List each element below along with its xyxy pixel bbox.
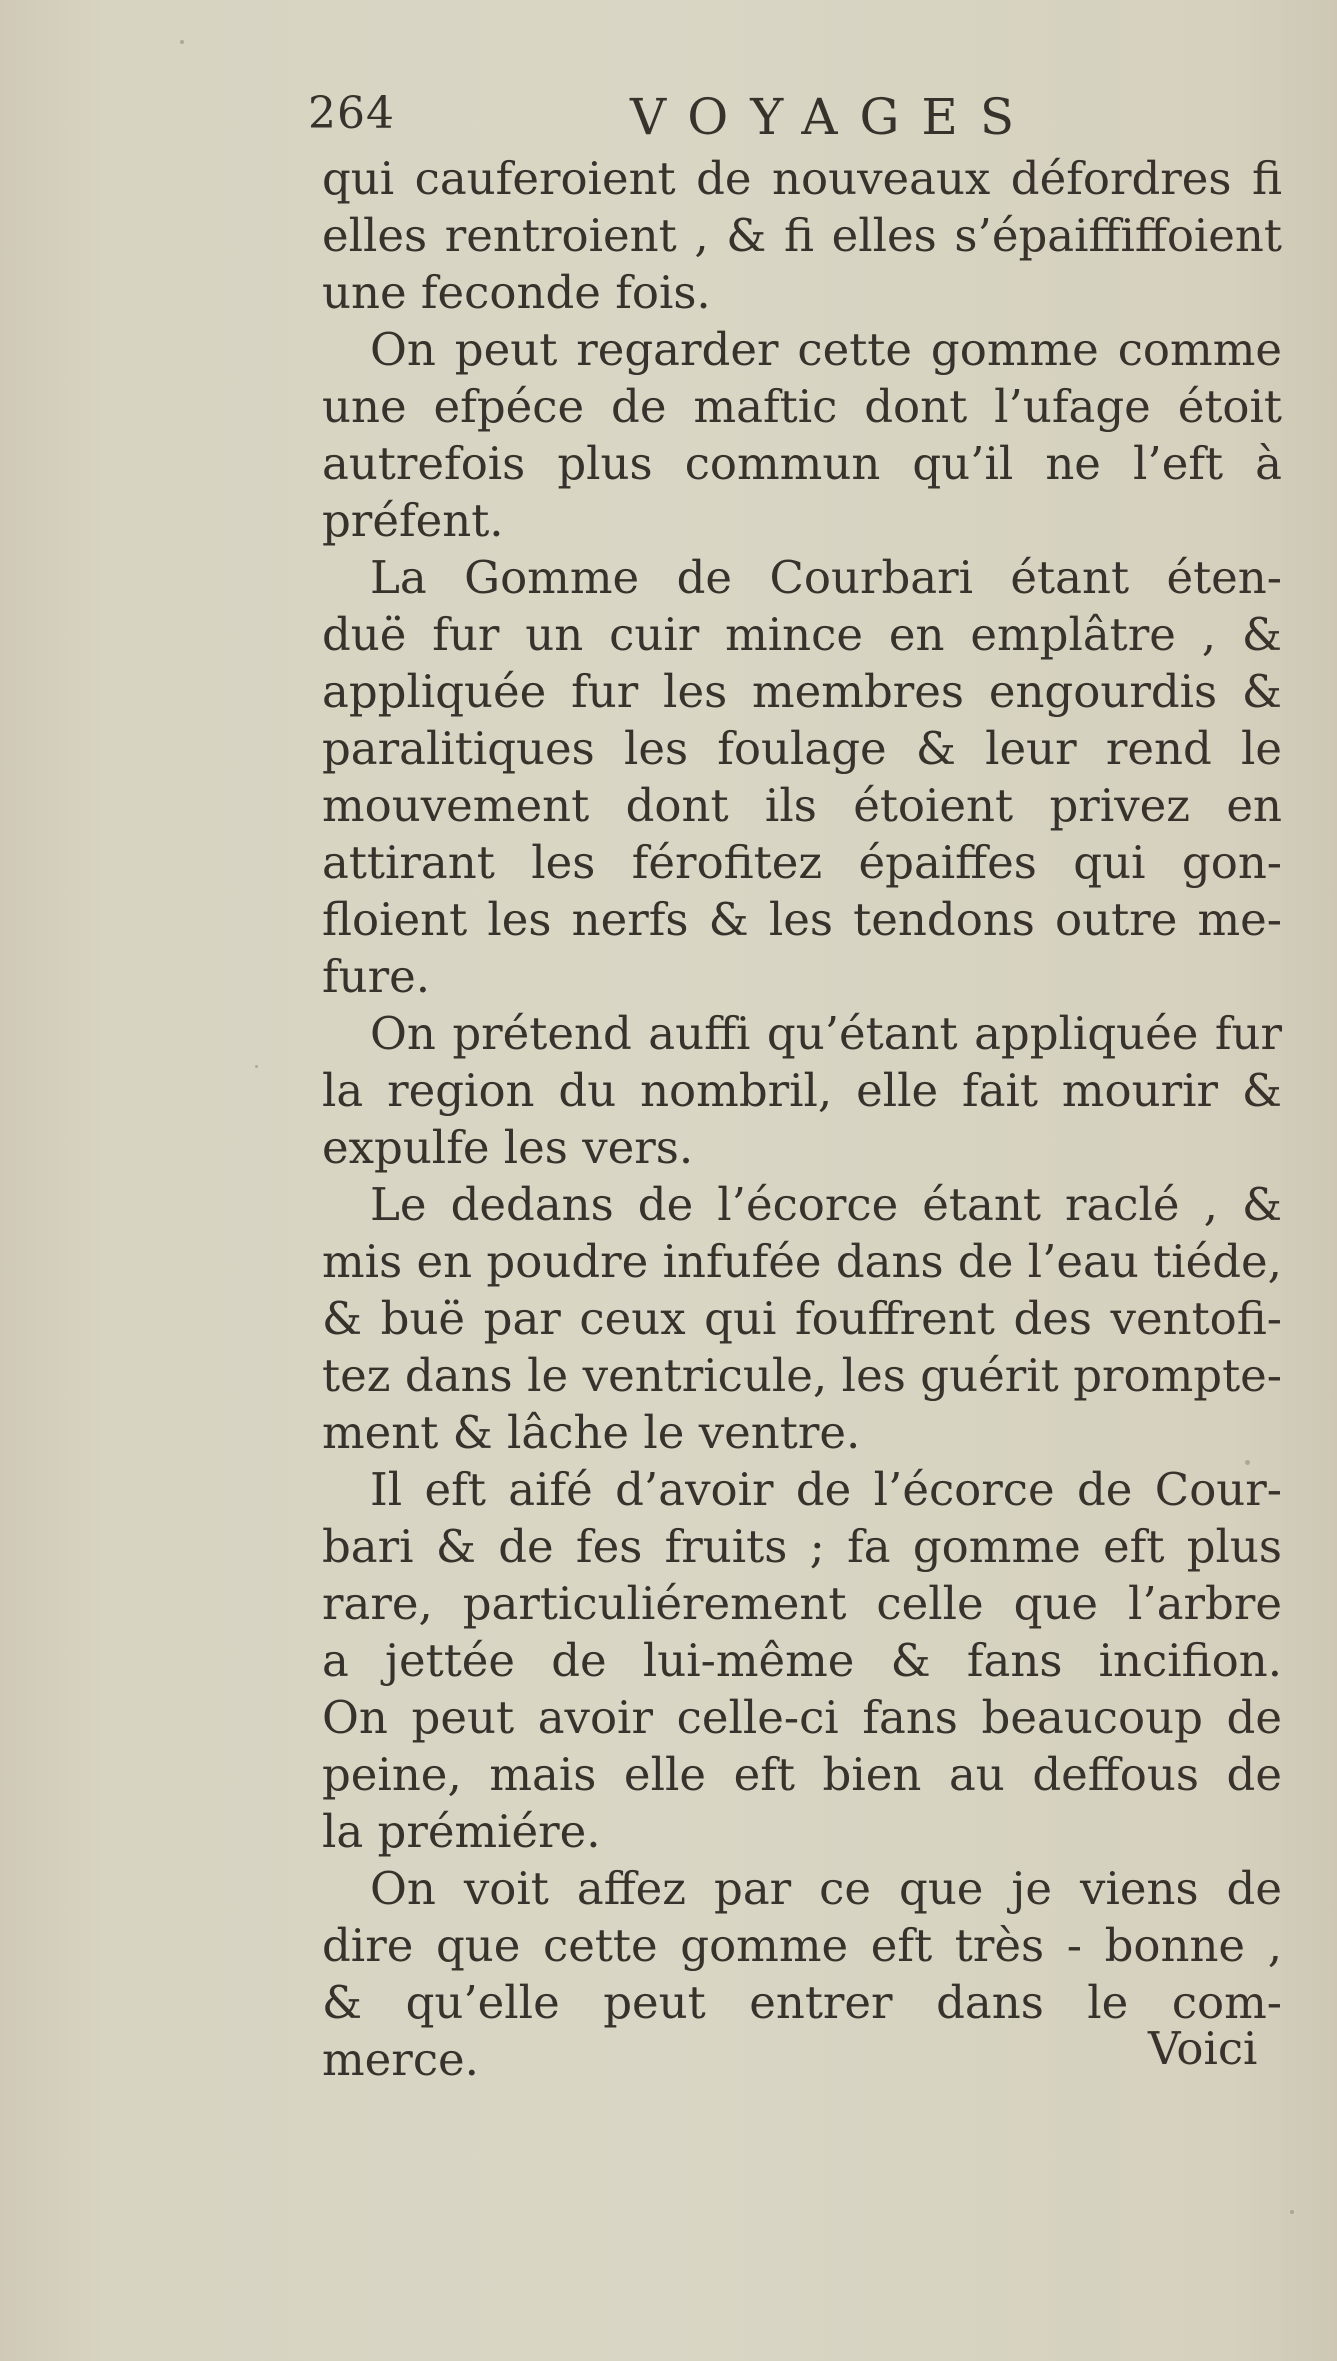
paragraph: [322, 1005, 1282, 1176]
text-line: autrefois plus commun qu’il ne l’eft à: [322, 437, 1282, 490]
text-line: rare, particuliérement celle que l’arbre: [322, 1577, 1282, 1630]
text-line: la prémiére.: [322, 1805, 601, 1858]
text-line: dire que cette gomme eft très - bonne ,: [322, 1919, 1282, 1972]
text-line: qui cauferoient de nouveaux défordres fi: [322, 152, 1282, 205]
text-line: Le dedans de l’écorce étant raclé , &: [370, 1178, 1282, 1231]
paragraph: [322, 1461, 1282, 1860]
text-line: merce.: [322, 2033, 479, 2086]
text-line: peine, mais elle eft bien au deffous de: [322, 1748, 1282, 1801]
page-number: 264: [308, 88, 395, 139]
text-line: & buë par ceux qui fouffrent des ventofi-: [322, 1292, 1282, 1345]
running-title: VOYAGES: [630, 88, 1037, 146]
text-line: floient les nerfs & les tendons outre me-: [322, 893, 1282, 946]
text-line: elles rentroient , & fi elles s’épaiffiffoient: [322, 209, 1282, 262]
text-line: la region du nombril, elle fait mourir &: [322, 1064, 1282, 1117]
paragraph: [322, 321, 1282, 549]
text-line: a jettée de lui-même & fans incifion.: [322, 1634, 1282, 1687]
text-line: La Gomme de Courbari étant éten-: [370, 551, 1282, 604]
text-line: On peut avoir celle-ci fans beaucoup de: [322, 1691, 1282, 1744]
text-line: une efpéce de maftic dont l’ufage étoit: [322, 380, 1282, 433]
paragraph: [322, 549, 1282, 1005]
text-line: préfent.: [322, 494, 504, 547]
text-line: tez dans le ventricule, les guérit prompte-: [322, 1349, 1282, 1402]
text-line: & qu’elle peut entrer dans le com-: [322, 1976, 1282, 2029]
text-line: fure.: [322, 950, 431, 1003]
text-line: duë fur un cuir mince en emplâtre , &: [322, 608, 1282, 661]
paper-speck: [255, 1065, 258, 1068]
paragraph: [322, 1860, 1282, 2088]
text-line: On peut regarder cette gomme comme: [370, 323, 1282, 376]
paragraph: [322, 150, 1282, 321]
body-text: [322, 150, 1282, 2088]
text-line: Il eft aifé d’avoir de l’écorce de Cour-: [370, 1463, 1282, 1516]
text-line: attirant les férofitez épaiffes qui gon-: [322, 836, 1282, 889]
paragraph: [322, 1176, 1282, 1461]
text-line: paralitiques les foulage & leur rend le: [322, 722, 1282, 775]
text-line: mis en poudre infufée dans de l’eau tiéde,: [322, 1235, 1282, 1288]
text-line: ment & lâche le ventre.: [322, 1406, 861, 1459]
text-line: expulfe les vers.: [322, 1121, 694, 1174]
paper-speck: [1290, 2210, 1294, 2214]
text-line: On voit affez par ce que je viens de: [370, 1862, 1282, 1915]
text-line: mouvement dont ils étoient privez en: [322, 779, 1282, 832]
text-line: On prétend auffi qu’étant appliquée fur: [370, 1007, 1282, 1060]
paper-speck: [180, 40, 184, 44]
text-line: appliquée fur les membres engourdis &: [322, 665, 1282, 718]
text-line: une feconde fois.: [322, 266, 711, 319]
page-header: [308, 88, 1228, 148]
text-line: bari & de fes fruits ; fa gomme eft plus: [322, 1520, 1282, 1573]
catchword: Voici: [1148, 2022, 1258, 2075]
